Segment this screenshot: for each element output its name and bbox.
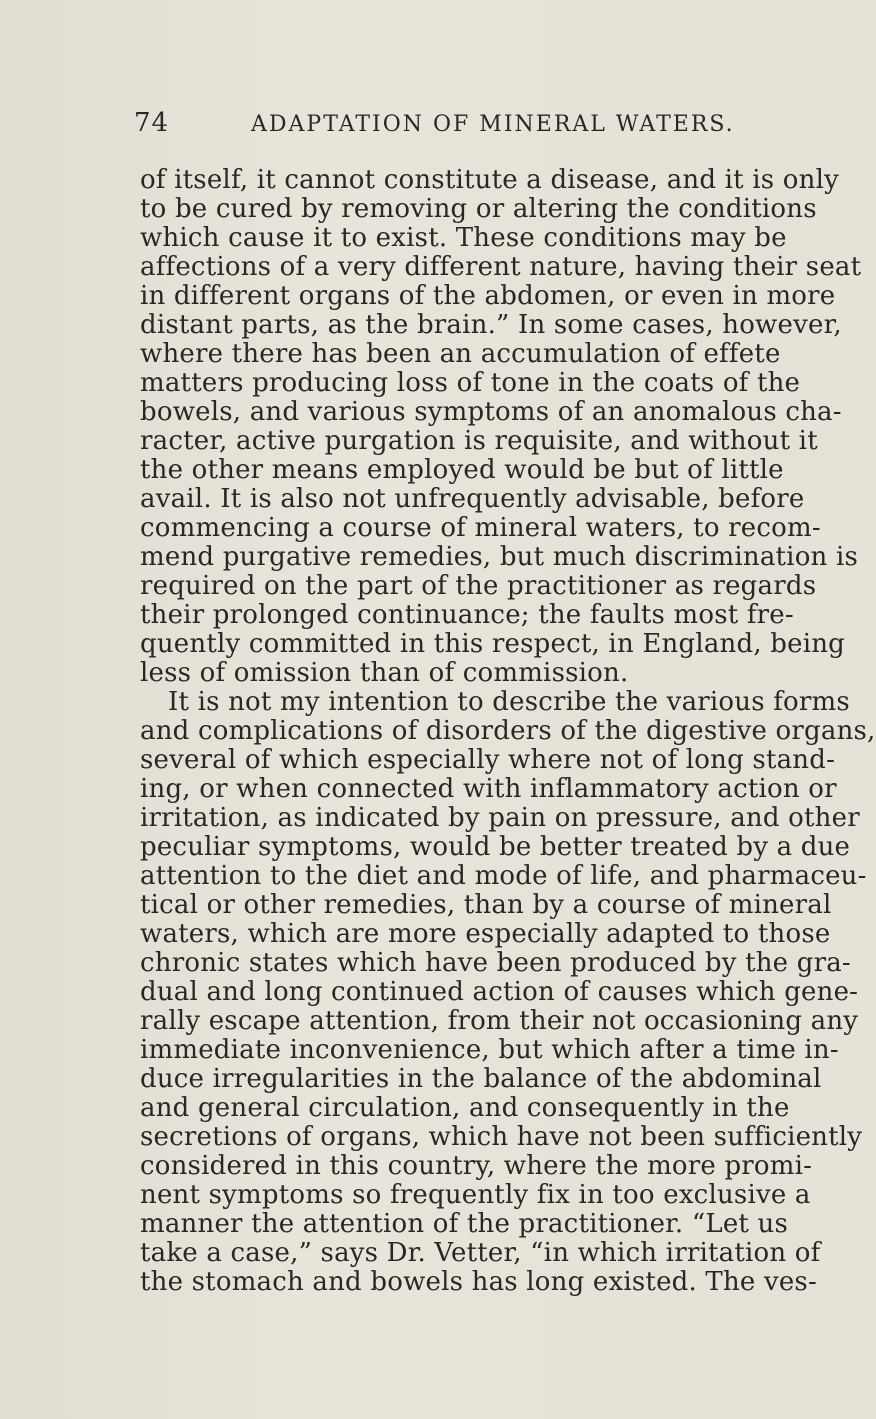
paragraph-end-line: less of omission than of commission. [140,658,629,688]
text-line: matters producing loss of tone in the coats of the [140,368,801,398]
paragraph-start-line: It is not my intention to describe the various forms [168,687,850,717]
text-line: quently committed in this respect, in England, being [140,629,845,659]
text-line: their prolonged continuance; the faults most fre- [140,600,794,630]
text-line: rally escape attention, from their not occasioning any [140,1006,859,1036]
text-line: ing, or when connected with inflammatory action or [140,774,837,804]
text-line: in different organs of the abdomen, or even in more [140,281,836,311]
text-line: secretions of organs, which have not been sufficiently [140,1122,863,1152]
text-line: nent symptoms so frequently fix in too exclusive a [140,1180,811,1210]
text-line: distant parts, as the brain.” In some cases, however, [140,310,842,340]
text-line: dual and long continued action of causes which gene- [140,977,859,1007]
text-line: the other means employed would be but of little [140,455,784,485]
text-line: the stomach and bowels has long existed. The ves- [140,1267,817,1297]
text-line: peculiar symptoms, would be better treated by a due [140,832,851,862]
text-line: tical or other remedies, than by a course of mineral [140,890,832,920]
text-line: immediate inconvenience, but which after a time in- [140,1035,839,1065]
page-number: 74 [134,108,170,138]
text-line: required on the part of the practitioner as regards [140,571,817,601]
text-line: avail. It is also not unfrequently advisable, before [140,484,805,514]
page-header [134,108,754,148]
text-line: manner the attention of the practitioner. “Let us [140,1209,789,1239]
text-line: bowels, and various symptoms of an anomalous cha- [140,397,842,427]
text-line: duce irregularities in the balance of the abdominal [140,1064,822,1094]
text-line: take a case,” says Dr. Vetter, “in which irritation of [140,1238,821,1268]
text-line: chronic states which have been produced by the gra- [140,948,851,978]
body-text [140,165,876,1297]
text-line: mend purgative remedies, but much discrimination is [140,542,859,572]
text-line: to be cured by removing or altering the conditions [140,194,817,224]
text-line: irritation, as indicated by pain on pressure, and other [140,803,860,833]
text-line: which cause it to exist. These conditions may be [140,223,787,253]
text-line: and general circulation, and consequently in the [140,1093,790,1123]
text-line: where there has been an accumulation of effete [140,339,781,369]
text-line: waters, which are more especially adapted to those [140,919,831,949]
text-line: affections of a very different nature, having their seat [140,252,862,282]
text-line: and complications of disorders of the digestive organs, [140,716,876,746]
running-head: ADAPTATION OF MINERAL WATERS. [251,112,735,137]
text-line: racter, active purgation is requisite, and without it [140,426,818,456]
text-line: considered in this country, where the more promi- [140,1151,813,1181]
text-line: commencing a course of mineral waters, to recom- [140,513,821,543]
text-line: attention to the diet and mode of life, and pharmaceu- [140,861,867,891]
text-line: of itself, it cannot constitute a disease, and it is only [140,165,840,195]
text-line: several of which especially where not of long stand- [140,745,836,775]
